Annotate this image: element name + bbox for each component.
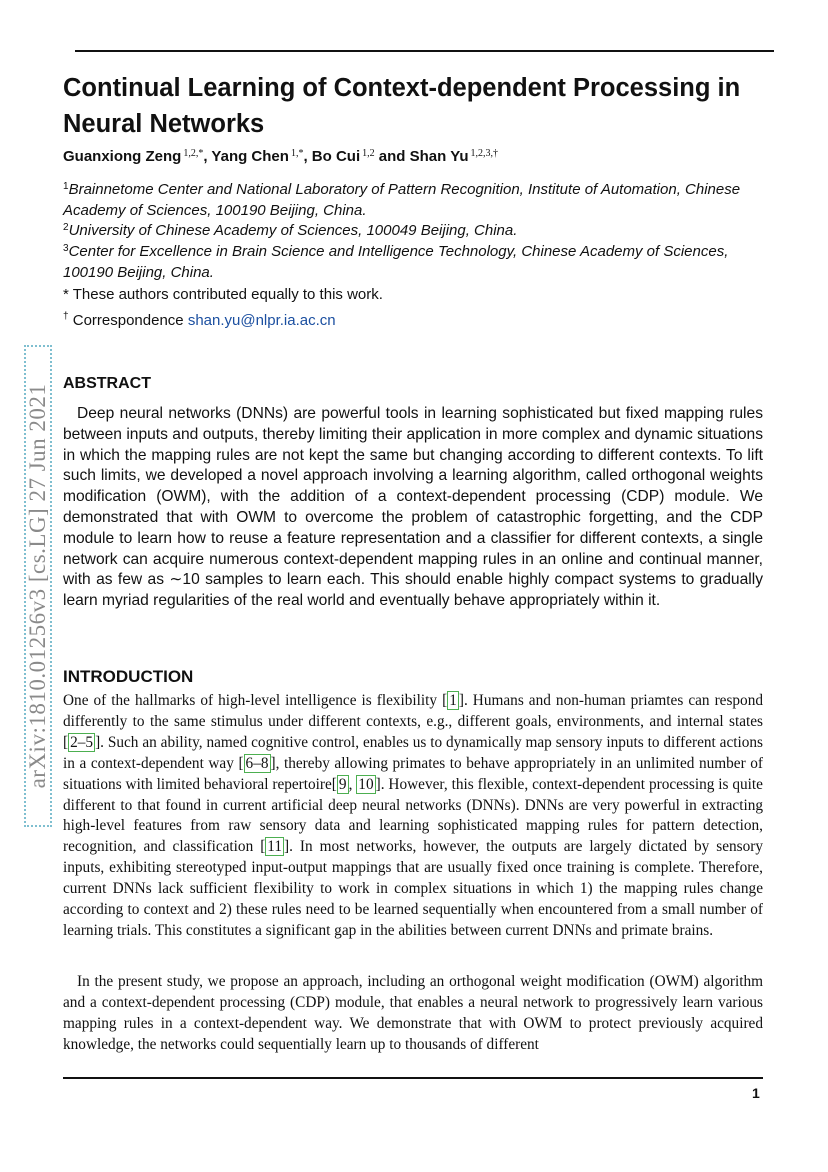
- author-affiliation-marks: 1,2: [362, 148, 375, 159]
- citation-link[interactable]: 9: [338, 775, 347, 793]
- citation-link[interactable]: 10: [358, 775, 374, 793]
- text-run: ]. In most networks, however, the outputs are largely dictated by sensory inputs, exhibiting stereotyped input-output mappings that are usually fixed once training is complete. Therefore, current DNNs lack sufficient flexibility to work in complex situations in which 1) the mapping rules change according to context and 2) these rules need to be learned sequentially when encountered from a small number of learning trials. This constitutes a significant gap in the abilities between current DNNs and primate brains.: [63, 838, 763, 939]
- affiliation-number: 3: [63, 243, 69, 254]
- author-affiliation-marks: 1,2,*: [183, 148, 204, 159]
- author-name: Guanxiong Zeng: [63, 148, 182, 165]
- citation-link[interactable]: 11: [267, 838, 283, 856]
- abstract-heading: ABSTRACT: [63, 375, 151, 392]
- text-run: ]. Such an ability, named cognitive control, enables us to dynamically map sensory inputs to different actions in a context-dependent way [: [63, 733, 763, 772]
- affiliation: [63, 238, 763, 283]
- correspondence-email-link[interactable]: shan.yu@nlpr.ia.ac.cn: [187, 312, 336, 329]
- top-rule: [75, 50, 774, 52]
- text-run: One of the hallmarks of high-level intelligence is flexibility [: [63, 692, 448, 709]
- author-affiliation-marks: 1,*: [290, 148, 304, 159]
- author-name: Bo Cui: [311, 148, 361, 165]
- author-list: [63, 148, 498, 165]
- text-run: ]. Humans and non-human priamtes can respond differently to the same stimulus under different contexts, e.g., different goals, environments, and internal states [: [63, 692, 763, 751]
- author-separator: ,: [303, 148, 312, 165]
- equal-contribution-note: * These authors contributed equally to this work.: [63, 286, 383, 303]
- citation-link[interactable]: 6–8: [245, 754, 269, 772]
- page-number: 1: [752, 1085, 760, 1101]
- text-run: ]. However, this flexible, context-dependent processing is quite different to that found in current artificial deep neural networks (DNNs). DNNs are very powerful in extracting high-level features from raw sensory data and learning sophisticated mapping rules for pattern detection, recognition, and classification [: [63, 775, 763, 856]
- author-name: Yang Chen: [211, 148, 289, 165]
- affiliation-text: Center for Excellence in Brain Science and Intelligence Technology, Chinese Academy of Sciences, 100190 Beijing, China.: [63, 243, 729, 281]
- introduction-heading: INTRODUCTION: [63, 667, 194, 686]
- author-separator: and: [374, 148, 410, 165]
- correspondence-label: Correspondence: [72, 312, 184, 329]
- text-run: ], thereby allowing primates to behave appropriately in an unlimited number of situations with limited behavioral repertoire[: [63, 754, 763, 793]
- text-run: ,: [348, 775, 357, 793]
- abstract-body: Deep neural networks (DNNs) are powerful tools in learning sophisticated but fixed mapping rules between inputs and outputs, thereby limiting their application in more complex and dynamic situations in which the mapping rules are not kept the same but changing according to different contexts. To lift such limits, we developed a novel approach involving a learning algorithm, called orthogonal weights modification (OWM), with the addition of a context-dependent processing (CDP) module. We demonstrated that with OWM to overcome the problem of catastrophic forgetting, and the CDP module to learn how to reuse a feature representation and a classifier for different contexts, a single network can acquire numerous context-dependent mapping rules in an online and continual manner, with as few as ∼10 samples to learn each. This should enable highly compact systems to gradually learn myriad regularities of the real world and eventually behave appropriately within it.: [63, 405, 763, 610]
- affiliation: [63, 176, 763, 221]
- author-affiliation-marks: 1,2,3,†: [470, 148, 499, 159]
- author-name: Shan Yu: [409, 148, 469, 165]
- introduction-paragraph: [63, 691, 763, 942]
- author-separator: ,: [203, 148, 212, 165]
- bottom-rule: [63, 1077, 763, 1079]
- affiliation-number: 2: [63, 222, 69, 233]
- affiliation-text: University of Chinese Academy of Sciences, 100049 Beijing, China.: [68, 222, 518, 239]
- affiliation-text: Brainnetome Center and National Laboratory of Pattern Recognition, Institute of Automation, Chinese Academy of Sciences, 100190 Beijing, China.: [63, 181, 741, 219]
- paper-title: Continual Learning of Context-dependent Processing in Neural Networks: [63, 74, 741, 138]
- introduction-paragraph: In the present study, we propose an approach, including an orthogonal weight modification (OWM) algorithm and a context-dependent processing (CDP) module, that enables a neural network to progressively learn various mapping rules in a context-dependent way. We demonstrate that with OWM to protect previously acquired knowledge, the networks could sequentially learn up to thousands of different: [63, 973, 763, 1053]
- arxiv-identifier: arXiv:1810.01256v3 [cs.LG] 27 Jun 2021: [25, 383, 50, 789]
- correspondence-note: [63, 311, 336, 329]
- dagger-mark: †: [63, 311, 69, 322]
- affiliation-number: 1: [63, 181, 69, 192]
- citation-link[interactable]: 2–5: [70, 733, 94, 751]
- citation-link[interactable]: 1: [449, 692, 457, 709]
